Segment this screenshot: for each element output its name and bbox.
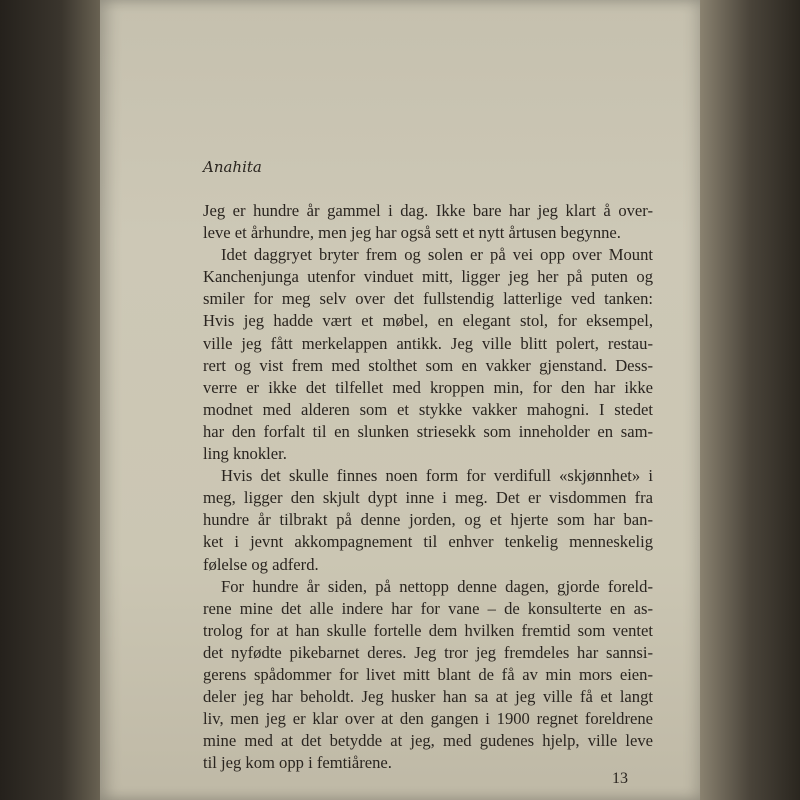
text-line: rert og vist frem med stolthet som en vakker gjenstand. Dess- — [203, 355, 653, 375]
text-line: verre er ikke det tilfellet med kroppen min, for den har ikke — [203, 377, 653, 397]
page-number: 13 — [612, 770, 628, 787]
text-line: ling knokler. — [203, 444, 287, 464]
text-line: Jeg er hundre år gammel i dag. Ikke bare har jeg klart å over- — [203, 201, 653, 220]
body-text — [203, 200, 653, 774]
text-line: til jeg kom opp i femtiårene. — [203, 753, 392, 773]
text-line: Hvis det skulle finnes noen form for verdifull «skjønnhet» i — [221, 466, 653, 486]
text-line: ville jeg fått merkelappen antikk. Jeg ville blitt polert, restau- — [203, 333, 653, 353]
text-line: smiler for meg selv over det fullstendig latterlige ved tanken: — [203, 289, 653, 309]
text-line: modnet med alderen som et stykke vakker mahogni. I stedet — [203, 399, 653, 419]
text-line: rene mine det alle indere har for vane – de konsulterte en as- — [203, 598, 653, 618]
chapter-title: Anahita — [203, 158, 262, 176]
text-line: hundre år tilbrakt på denne jorden, og et hjerte som har ban- — [203, 510, 653, 530]
text-line: ket i jevnt akkompagnement til enhver tenkelig menneskelig — [203, 532, 653, 552]
text-line: liv, men jeg er klar over at den gangen i 1900 regnet foreldrene — [203, 709, 653, 729]
text-line: mine med at det betydde at jeg, med gudenes hjelp, ville leve — [203, 731, 653, 751]
paragraph — [203, 465, 653, 575]
text-line: Hvis jeg hadde vært et møbel, en elegant stol, for eksempel, — [203, 311, 653, 331]
text-line: leve et århundre, men jeg har også sett et nytt årtusen begynne. — [203, 223, 621, 243]
paragraph — [203, 200, 653, 244]
book-gutter-shadow — [0, 0, 102, 800]
text-line: meg, ligger den skjult dypt inne i meg. Det er visdommen fra — [203, 488, 653, 508]
paragraph — [203, 244, 653, 465]
text-line: deler jeg har beholdt. Jeg husker han sa at jeg ville få et langt — [203, 687, 653, 707]
book-page — [100, 0, 700, 800]
text-line: For hundre år siden, på nettopp denne dagen, gjorde foreld- — [221, 576, 653, 596]
text-line: har den forfalt til en slunken striesekk som inneholder en sam- — [203, 421, 653, 441]
text-line: Kanchenjunga utenfor vinduet mitt, ligger jeg her på puten og — [203, 267, 653, 287]
text-line: trolog for at han skulle fortelle dem hvilken fremtid som ventet — [203, 620, 653, 640]
text-line: Idet daggryet bryter frem og solen er på vei opp over Mount — [221, 245, 653, 265]
book-edge-shadow — [700, 0, 800, 800]
text-line: det nyfødte pikebarnet deres. Jeg tror jeg fremdeles har sannsi- — [203, 642, 653, 662]
text-line: følelse og adferd. — [203, 554, 319, 574]
paragraph — [203, 576, 653, 775]
text-line: gerens spådommer for livet mitt blant de få av min mors eien- — [203, 664, 653, 684]
